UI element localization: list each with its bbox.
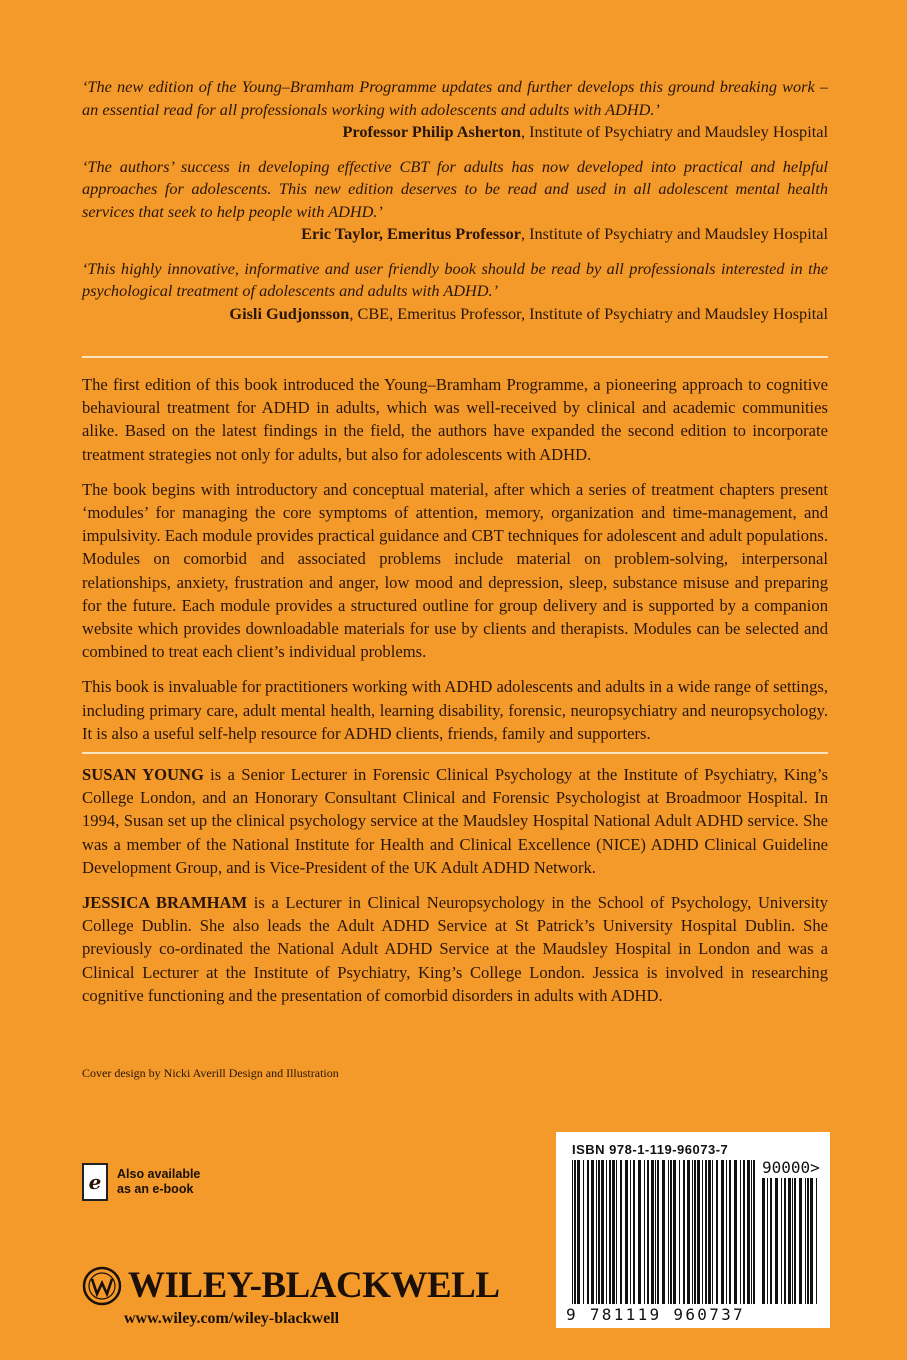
barcode-bar — [612, 1160, 615, 1304]
barcode-bar — [781, 1178, 782, 1304]
barcode-bar — [644, 1160, 645, 1304]
barcode-bar — [591, 1160, 594, 1304]
description-paragraph: This book is invaluable for practitioners working with ADHD adolescents and adults in a wide range of settings, including primary care, adult mental health, learning disability, forensic, neuropsychiatry and neuropsychology. It is also a useful self-help resource for ADHD clients, friends, family and supporters. — [82, 677, 828, 743]
author-name: JESSICA BRAMHAM — [82, 893, 248, 913]
author-name: SUSAN YOUNG — [82, 765, 204, 784]
price-code: 90000> — [762, 1158, 820, 1177]
barcode-bar — [784, 1178, 786, 1304]
barcode-bar — [687, 1160, 690, 1304]
barcode-bar — [572, 1160, 573, 1304]
ebook-icon: e — [82, 1163, 108, 1201]
endorsement-attribution — [82, 121, 828, 144]
barcode-bar — [616, 1160, 617, 1304]
barcode-bar — [657, 1160, 659, 1304]
ebook-line-2: as an e-book — [117, 1182, 194, 1196]
book-description — [82, 373, 828, 757]
barcode-bar — [601, 1160, 604, 1304]
publisher-logo — [82, 1264, 500, 1307]
barcode-bar — [596, 1160, 597, 1304]
author-bio-text: is a Lecturer in Clinical Neuropsychology in the School of Psychology, University College Dublin. She also leads the Adult ADHD Service at St Patrick’s University Hospital Dublin. She previously co-ordinated the National Adult ADHD Service at the Maudsley Hospital in London and was a Clinical Lecturer at the Institute of Psychiatry, King’s College London. Jessica is involved in researching cognitive functioning and the presentation of comorbid disorders in adults with ADHD. — [82, 893, 829, 1005]
barcode-bar — [673, 1160, 676, 1304]
divider-top — [82, 356, 828, 358]
endorsements — [82, 76, 828, 337]
barcode-bar — [683, 1160, 685, 1304]
barcode-bar — [767, 1178, 768, 1304]
barcode-bar — [762, 1178, 765, 1304]
barcode-bar — [751, 1160, 752, 1304]
barcode-bar — [729, 1160, 731, 1304]
endorsement-quote: ‘The new edition of the Young–Bramham Programme updates and further develops this ground breaking work – an essential read for all professionals working with adolescents and adults with ADHD.’ — [82, 77, 828, 119]
publisher-url[interactable]: www.wiley.com/wiley-blackwell — [124, 1310, 340, 1327]
barcode-bar — [792, 1178, 793, 1304]
endorser-affiliation: , Institute of Psychiatry and Maudsley Hospital — [520, 224, 828, 243]
barcode-bar — [692, 1160, 693, 1304]
barcode-bar — [708, 1160, 711, 1304]
barcode-bar — [799, 1178, 802, 1304]
barcode-bar — [807, 1178, 809, 1304]
barcode-bar — [726, 1160, 727, 1304]
barcode-bar — [794, 1178, 796, 1304]
description-paragraph: The book begins with introductory and conceptual material, after which a series of treatment chapters present ‘modules’ for managing the core symptoms of attention, memory, organization and time-management, and impulsivity. Each module provides practical guidance and CBT techniques for adolescent and adult populations. Modules on comorbid and associated problems include material on problem-solving, interpersonal relationships, anxiety, frustration and anger, low mood and depression, sleep, substance misuse and preparing for the future. Each module provides a structured outline for group delivery and is supported by a companion website which provides downloadable materials for use by clients and therapists. Modules can be selected and combined to treat each client’s individual problems. — [82, 479, 828, 662]
endorser-name: Professor Philip Asherton — [342, 122, 521, 141]
barcode-bar — [633, 1160, 635, 1304]
barcode-bar — [743, 1160, 745, 1304]
barcode-bar — [712, 1160, 713, 1304]
barcode-bar — [655, 1160, 656, 1304]
barcode-bar — [606, 1160, 607, 1304]
isbn-barcode — [556, 1132, 830, 1328]
wiley-emblem-icon — [82, 1266, 122, 1306]
barcode-bar — [697, 1160, 700, 1304]
author-bio-susan-young — [82, 763, 828, 879]
barcode-bar — [716, 1160, 718, 1304]
author-bio-text: is a Senior Lecturer in Forensic Clinical Psychology at the Institute of Psychiatry, King’s College London, and an Honorary Consultant Clinical and Forensic Psychologist at Broadmoor Hospital. In 1994, Susan set up the clinical psychology service at the Maudsley Hospital National Adult ADHD service. She was a member of the National Institute for Health and Clinical Excellence (NICE) ADHD Clinical Guideline Development Group, and is Vice-President of the UK Adult ADHD Network. — [82, 765, 828, 877]
publisher-name: WILEY-BLACKWELL — [128, 1265, 500, 1306]
barcode-bar — [753, 1160, 755, 1304]
barcode-bar — [630, 1160, 631, 1304]
barcode-bar — [775, 1178, 778, 1304]
barcode-bar — [598, 1160, 600, 1304]
endorsement-attribution — [82, 223, 828, 246]
barcode-bar — [609, 1160, 611, 1304]
author-bio-jessica-bramham — [82, 891, 828, 1007]
ebook-line-1: Also available — [117, 1167, 201, 1181]
endorsement-2 — [82, 156, 828, 246]
endorser-name: Gisli Gudjonsson — [229, 303, 350, 323]
barcode-bar — [770, 1178, 772, 1304]
barcode-bar — [662, 1160, 665, 1304]
endorsement-attribution — [82, 303, 828, 326]
barcode-bar — [625, 1160, 628, 1304]
ebook-notice — [82, 1163, 200, 1201]
barcode-bar — [740, 1160, 741, 1304]
barcode-bar — [788, 1178, 791, 1304]
isbn-label: ISBN 978-1-119-96073-7 — [572, 1142, 729, 1157]
endorser-affiliation: , Institute of Psychiatry and Maudsley Hospital — [520, 122, 828, 141]
barcode-bar — [705, 1160, 707, 1304]
barcode-bar — [587, 1160, 589, 1304]
barcode-bar — [620, 1160, 622, 1304]
barcode-bar — [577, 1160, 580, 1304]
barcode-bar — [679, 1160, 680, 1304]
barcode-bar — [647, 1160, 649, 1304]
barcode-bar — [805, 1178, 806, 1304]
endorsement-quote: ‘The authors’ success in developing effective CBT for adults has now developed into practical and helpful approaches for adolescents. This new edition deserves to be read and used in all adolescent mental health services that seek to help people with ADHD.’ — [82, 156, 828, 221]
barcode-bars — [556, 1132, 830, 1328]
barcode-bar — [694, 1160, 696, 1304]
barcode-bar — [638, 1160, 641, 1304]
ebook-text — [117, 1167, 200, 1197]
barcode-bar — [816, 1178, 817, 1304]
barcode-bar — [810, 1178, 813, 1304]
barcode-bar — [747, 1160, 750, 1304]
barcode-bar — [574, 1160, 576, 1304]
cover-credit: Cover design by Nicki Averill Design and Illustration — [82, 1066, 339, 1080]
barcode-bar — [583, 1160, 584, 1304]
author-bios — [82, 763, 828, 1019]
endorser-name: Eric Taylor, Emeritus Professor — [301, 224, 521, 243]
endorser-affiliation: , CBE, Emeritus Professor, Institute of Psychiatry and Maudsley Hospital — [349, 303, 828, 323]
barcode-bar — [670, 1160, 672, 1304]
barcode-bar — [651, 1160, 654, 1304]
barcode-digits: 9 781119 960737 — [566, 1305, 745, 1324]
barcode-bar — [668, 1160, 669, 1304]
endorsement-1 — [82, 76, 828, 144]
barcode-bar — [721, 1160, 724, 1304]
endorsement-quote: ‘This highly innovative, informative and user friendly book should be read by all professionals interested in the psychological treatment of adolescents and adults with ADHD.’ — [82, 258, 828, 300]
barcode-bar — [702, 1160, 703, 1304]
barcode-bar — [734, 1160, 737, 1304]
description-paragraph: The first edition of this book introduced the Young–Bramham Programme, a pioneering approach to cognitive behavioural treatment for ADHD in adults, which was well-received by clinical and academic communities alike. Based on the latest findings in the field, the authors have expanded the second edition to incorporate treatment strategies not only for adults, but also for adolescents with ADHD. — [82, 375, 828, 464]
divider-bottom — [82, 752, 828, 754]
endorsement-3 — [82, 258, 828, 326]
